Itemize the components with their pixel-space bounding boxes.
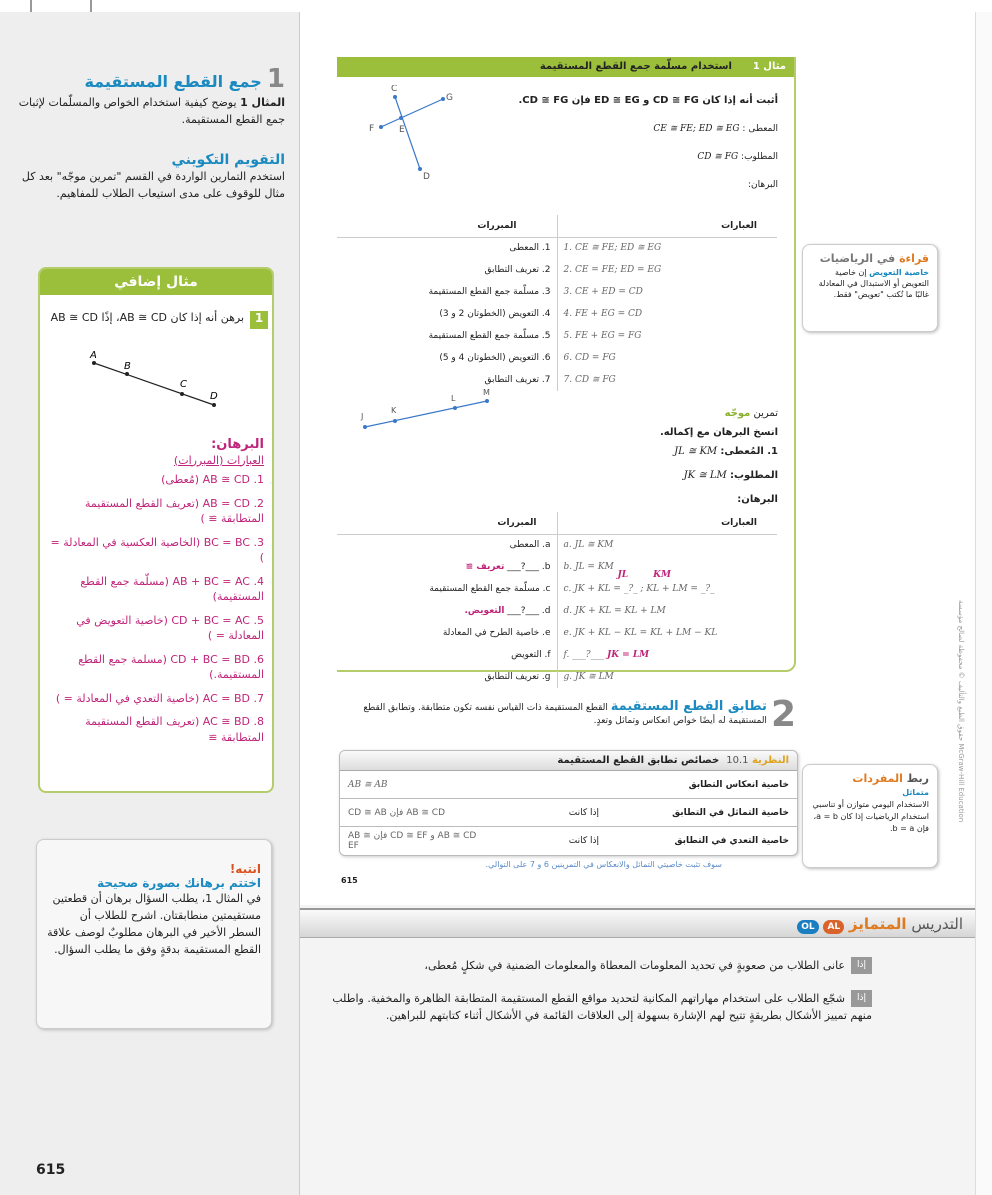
example-title: استخدام مسلّمة جمع القطع المستقيمة	[539, 61, 732, 72]
example-statement	[498, 87, 778, 199]
diff-item-text: شجّع الطلاب على استخدام مهاراتهم المكانية لتحديد مواقع القطع المستقيمة المتطابقة الظاهرة والمخفية. واطلب منهم تمييز الأشكال بطريقةٍ تتيح لهم الإشارة بسهولة إلى العلاقات القائمة في الأشكال أثناء كتابتهم للبراهين.	[332, 992, 872, 1022]
guided-proof-table	[337, 512, 777, 688]
caution-title: انتبه!	[229, 862, 261, 876]
guided-label: تمرين	[753, 408, 778, 419]
reason: 3. مسلّمة جمع القطع المستقيمة	[428, 287, 551, 297]
given-label: المعطى :	[742, 124, 778, 134]
extra-prompt: برهن أنه إذا كان AB ≅ CD، إذًا AB ≅ CD	[50, 311, 244, 324]
reason: 2. تعريف التطابق	[484, 265, 551, 275]
math-usage: استخدام الرياضيات إذا كان a = b، فإن b = a.	[813, 812, 929, 833]
theorem-label: النظرية	[751, 755, 789, 766]
given-value: CE ≅ FE; ED ≅ EG	[653, 124, 740, 134]
theorem-number: 10.1	[726, 755, 749, 766]
caution-body: في المثال 1، يطلب السؤال برهان أن قطعتين مستقيمتين منطابقتان. اشرح للطلاب أن السطر الأخير في البرهان مطلوبٌ لوصف علاقة القطع المستقيمة بدقةٍ وفق ما يطلب السؤال.	[47, 892, 261, 956]
proof-step: 7. AC = BD (خاصية التعدي في المعادلة = )	[55, 691, 264, 705]
table-row	[337, 600, 777, 622]
theorem-row	[340, 827, 797, 855]
point-label: D	[423, 172, 430, 181]
statement: JL KM c. JK + KL = _?_ ; KL + LM = _?_	[557, 578, 777, 600]
reason: 4. التعويض (الخطوتان 2 و 3)	[439, 309, 551, 319]
proof-step: 8. AC ≅ BD (تعريف القطع المستقيمة المتطابقة ≅	[85, 715, 264, 744]
table-row	[337, 303, 777, 325]
property-name: خاصية انعكاس التطابق	[688, 779, 789, 790]
reason: 6. التعويض (الخطوتان 4 و 5)	[439, 353, 551, 363]
diff-body	[300, 940, 975, 1195]
section-number: 1	[266, 64, 285, 94]
proof-step: 2. AB = CD (تعريف القطع المستقيمة المتطابقة ≅ )	[85, 496, 264, 525]
callout-title-rest: في الرياضيات	[819, 252, 896, 265]
col-statements: العبارات	[557, 215, 777, 237]
point-label: A	[90, 350, 97, 361]
statement: 6. CD = FG	[557, 347, 777, 369]
table-row	[337, 369, 777, 391]
point-label: E	[399, 125, 405, 135]
statement: d. JK + KL = KL + LM	[557, 600, 777, 622]
divider	[30, 0, 32, 12]
property-condition: إذا كانت	[568, 807, 599, 818]
point-label: G	[446, 93, 453, 103]
table-row	[337, 281, 777, 303]
proof-step: 1. AB ≅ CD (مُعطى)	[161, 473, 264, 486]
statement: e. JK + KL − KL = KL + LM − KL	[557, 622, 777, 644]
point-label: K	[391, 406, 397, 415]
diff-title: التدريس	[911, 915, 963, 933]
reason: 5. مسلّمة جمع القطع المستقيمة	[428, 331, 551, 341]
statement: f. ___?___ JK = LM	[557, 644, 777, 666]
point-label: B	[124, 361, 131, 372]
table-row	[337, 622, 777, 644]
property-name: خاصية التماثل في التطابق	[672, 807, 789, 818]
caution-subtitle: اختتم برهانك بصورة صحيحة	[97, 876, 261, 890]
point-label: C	[180, 379, 187, 390]
extra-example-title: مثال إضافي	[40, 269, 272, 295]
section-body: القطع المستقيمة ذات القياس نفسه تكون متطابقة. وتطابق القطع المستقيمة له أيضًا خواص انعكاس وتماثل وتعدٍ.	[363, 703, 767, 726]
point-label: D	[210, 391, 218, 402]
callout-title: ربط	[906, 772, 929, 785]
vocab-callout	[802, 764, 938, 868]
caution-box	[36, 839, 272, 1029]
proof-step: 4. AB + BC = AC (مسلّمة جمع القطع المستقيمة)	[80, 574, 264, 603]
proof-step: 5. CD + BC = AC (خاصية التعويض في المعادلة = )	[76, 613, 264, 642]
col-reasons: المبررات	[477, 220, 517, 231]
section-2-intro	[336, 694, 796, 735]
example-number: 1	[250, 311, 268, 329]
if-label: إذا	[851, 957, 872, 974]
segment-figure	[80, 349, 230, 419]
callout-title: قراءة	[899, 252, 929, 265]
prove-value: JK ≅ LM	[683, 470, 727, 481]
extra-example-box	[38, 267, 274, 793]
reason: 1. المعطى	[509, 243, 551, 254]
statement: 1. CE ≅ FE; ED ≅ EG	[557, 237, 777, 259]
callout-term: متماثل	[902, 788, 929, 797]
right-margin	[975, 12, 992, 1195]
theorem-row	[340, 771, 797, 799]
property-name: خاصية التعدي في التطابق	[674, 836, 789, 846]
table-row	[337, 666, 777, 688]
theorem-header	[340, 751, 797, 771]
formative-body: استخدم التمارين الواردة في القسم "تمرين موجّه" بعد كل مثال للوقوف على مدى استيعاب الطلاب للمفاهيم.	[21, 170, 285, 200]
diff-item	[312, 957, 872, 974]
reason: b. ___?___ تعريف ≅	[465, 562, 551, 572]
teacher-sidebar	[0, 12, 300, 1195]
section-1-note	[15, 64, 285, 202]
property-condition: إذا كانت	[568, 836, 599, 846]
table-row	[337, 534, 777, 556]
theorem-title: خصائص تطابق القطع المستقيمة	[557, 755, 720, 766]
proof-label: البرهان:	[747, 180, 778, 190]
guided-label-accent: موجّه	[724, 408, 751, 419]
divider	[90, 0, 92, 12]
point-label: J	[361, 412, 364, 421]
proof-title: البرهان:	[211, 437, 264, 452]
proof-step: 6. CD + BC = BD (مسلمة جمع القطع المستقيمة.)	[78, 652, 264, 681]
point-label: F	[369, 124, 375, 134]
callout-term: خاصية التعويض	[869, 268, 929, 277]
proof-header: العبارات (المبررات)	[173, 453, 264, 467]
given-value: JL ≅ KM	[674, 446, 718, 457]
top-strip	[0, 0, 992, 12]
everyday-usage: الاستخدام اليومي متوازن أو تناسبي	[812, 800, 929, 809]
copyright-text: حقوق الطبع والتأليف © محفوظة لصالح مؤسسة McGraw-Hill Education	[957, 600, 965, 823]
extra-proof	[44, 437, 264, 745]
guided-figure	[357, 389, 497, 433]
answer: التعويض.	[464, 606, 505, 616]
answer: JK = LM	[606, 650, 650, 660]
col-statements: العبارات	[557, 512, 777, 534]
reason: c. مسلّمة جمع القطع المستقيمة	[429, 584, 551, 594]
example-label: مثال 1	[752, 61, 786, 72]
example-proof-table	[337, 215, 777, 391]
reason: g. تعريف التطابق	[484, 672, 551, 682]
table-row	[337, 325, 777, 347]
theorem-row	[340, 799, 797, 827]
example-figure	[365, 85, 475, 181]
point-label: M	[483, 389, 490, 397]
reason: a. المعطى	[509, 540, 551, 551]
statement: g. JK ≅ LM	[557, 666, 777, 688]
example-prompt: أثبت أنه إذا كان CD ≅ FG و ED ≅ EG فإن CD ≅ FG.	[518, 95, 778, 106]
reason: f. التعويض	[511, 650, 551, 660]
example-1-header	[337, 57, 794, 77]
statement: 7. CD ≅ FG	[557, 369, 777, 391]
example-ref: المثال 1	[240, 96, 285, 109]
section-title: جمع القطع المستقيمة	[84, 72, 262, 91]
reading-math-callout	[802, 244, 938, 332]
page-number: 615	[36, 1162, 66, 1178]
property-expression: AB ≅ AB	[348, 779, 388, 790]
reason: e. خاصية الطرح في المعادلة	[442, 628, 551, 638]
statement: b. JL = KM	[557, 556, 777, 578]
answer: تعريف ≅	[465, 562, 505, 572]
formative-title: التقويم التكويني	[171, 152, 285, 168]
prove-label: المطلوب:	[741, 152, 778, 162]
proof-step: 3. BC = BC (الخاصية العكسية في المعادلة = )	[50, 535, 264, 564]
prove-value: CD ≅ FG	[697, 152, 739, 162]
callout-body: إن خاصية التعويض أو الاستبدال في المعادلة غالبًا ما تُكتب "تعويض" فقط.	[818, 268, 929, 299]
statement: a. JL ≅ KM	[557, 534, 777, 556]
statement: 5. FE + EG = FG	[557, 325, 777, 347]
section-body: يوضح كيفية استخدام الخواص والمسلّمات لإثبات جمع القطع المستقيمة.	[18, 96, 285, 126]
table-row	[337, 259, 777, 281]
point-label: C	[391, 85, 398, 94]
diff-item	[312, 990, 872, 1024]
proof-label: البرهان:	[737, 494, 778, 505]
callout-title-accent: المفردات	[852, 772, 903, 785]
answer: JL KM	[617, 570, 671, 580]
theorem-note: سوف تثبت خاصيتي التماثل والانعكاس في التمرينين 6 و 7 على التوالي.	[485, 860, 722, 869]
property-expression: AB ≅ CD و CD ≅ EF فإن AB ≅ EF	[348, 831, 477, 851]
diff-item-text: عانى الطلاب من صعوبةٍ في تحديد المعلومات المعطاة والمعلومات الضمنية في شكلٍ مُعطى،	[424, 959, 845, 972]
diff-title-accent: المتمايز	[848, 915, 907, 933]
example-1-box	[337, 57, 796, 682]
statement: 3. CE + ED = CD	[557, 281, 777, 303]
table-row	[337, 556, 777, 578]
property-expression: AB ≅ CD فإن CD ≅ AB	[348, 807, 446, 818]
table-row	[337, 347, 777, 369]
diff-instruction-header	[300, 908, 975, 938]
statement: 4. FE + EG = CD	[557, 303, 777, 325]
section-number: 2	[770, 694, 796, 735]
col-reasons: المبررات	[497, 517, 537, 528]
table-row	[337, 578, 777, 600]
statement: 2. CE = FE; ED = EG	[557, 259, 777, 281]
page-number: 615	[341, 876, 358, 885]
section-title: تطابق القطع المستقيمة	[610, 699, 767, 714]
badge-al: AL	[823, 920, 844, 934]
guided-practice	[538, 402, 778, 512]
prove-label: المطلوب:	[729, 470, 778, 481]
theorem-box	[339, 750, 798, 856]
reason: 7. تعريف التطابق	[484, 375, 551, 385]
given-label: 1. المُعطى:	[720, 446, 778, 457]
reason: d. ___?___ التعويض.	[464, 606, 551, 616]
guided-instructions: انسخ البرهان مع إكماله.	[659, 427, 778, 438]
badge-ol: OL	[797, 920, 818, 934]
point-label: L	[451, 394, 456, 403]
table-row	[337, 644, 777, 666]
table-row	[337, 237, 777, 259]
if-label: إذا	[851, 990, 872, 1007]
